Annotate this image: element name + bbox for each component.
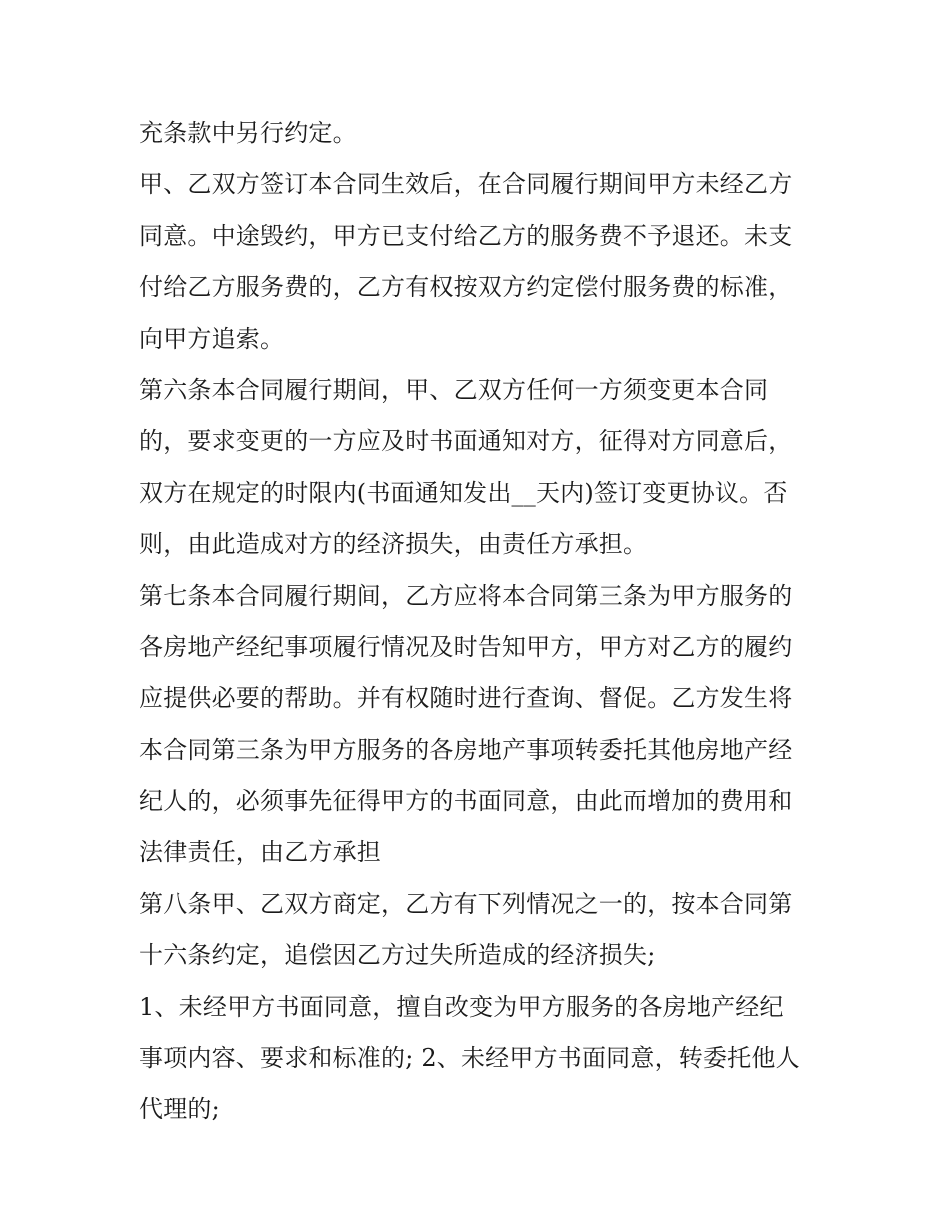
text-line: 向甲方追索。	[139, 324, 285, 353]
text-line: 代理的;	[139, 1095, 220, 1124]
text-line: 第七条本合同履行期间，乙方应将本合同第三条为甲方服务的	[139, 581, 793, 610]
text-line: 1、未经甲方书面同意，擅自改变为甲方服务的各房地产经纪	[139, 992, 784, 1021]
text-line: 事项内容、要求和标准的; 2、未经甲方书面同意，转委托他人	[139, 1044, 800, 1073]
text-line: 纪人的，必须事先征得甲方的书面同意，由此而增加的费用和	[139, 787, 793, 816]
text-line: 付给乙方服务费的，乙方有权按双方约定偿付服务费的标准，	[139, 273, 793, 302]
text-line: 本合同第三条为甲方服务的各房地产事项转委托其他房地产经	[139, 735, 793, 764]
text-line: 各房地产经纪事项履行情况及时告知甲方，甲方对乙方的履约	[139, 632, 793, 661]
text-line: 第八条甲、乙双方商定，乙方有下列情况之一的，按本合同第	[139, 889, 793, 918]
text-line: 应提供必要的帮助。并有权随时进行查询、督促。乙方发生将	[139, 684, 793, 713]
text-line: 第六条本合同履行期间，甲、乙双方任何一方须变更本合同	[139, 375, 769, 404]
text-line: 的，要求变更的一方应及时书面通知对方，征得对方同意后，	[139, 427, 793, 456]
text-line: 双方在规定的时限内(书面通知发出__天内)签订变更协议。否	[139, 478, 788, 507]
document-body	[139, 108, 819, 1136]
text-line: 充条款中另行约定。	[139, 119, 357, 147]
text-line: 同意。中途毁约，甲方已支付给乙方的服务费不予退还。未支	[139, 221, 793, 250]
text-line: 甲、乙双方签订本合同生效后，在合同履行期间甲方未经乙方	[139, 170, 793, 199]
text-line: 法律责任，由乙方承担	[139, 838, 381, 867]
text-line: 十六条约定，追偿因乙方过失所造成的经济损失;	[139, 941, 656, 970]
text-line: 则，由此造成对方的经济损失，由责任方承担。	[139, 530, 648, 559]
